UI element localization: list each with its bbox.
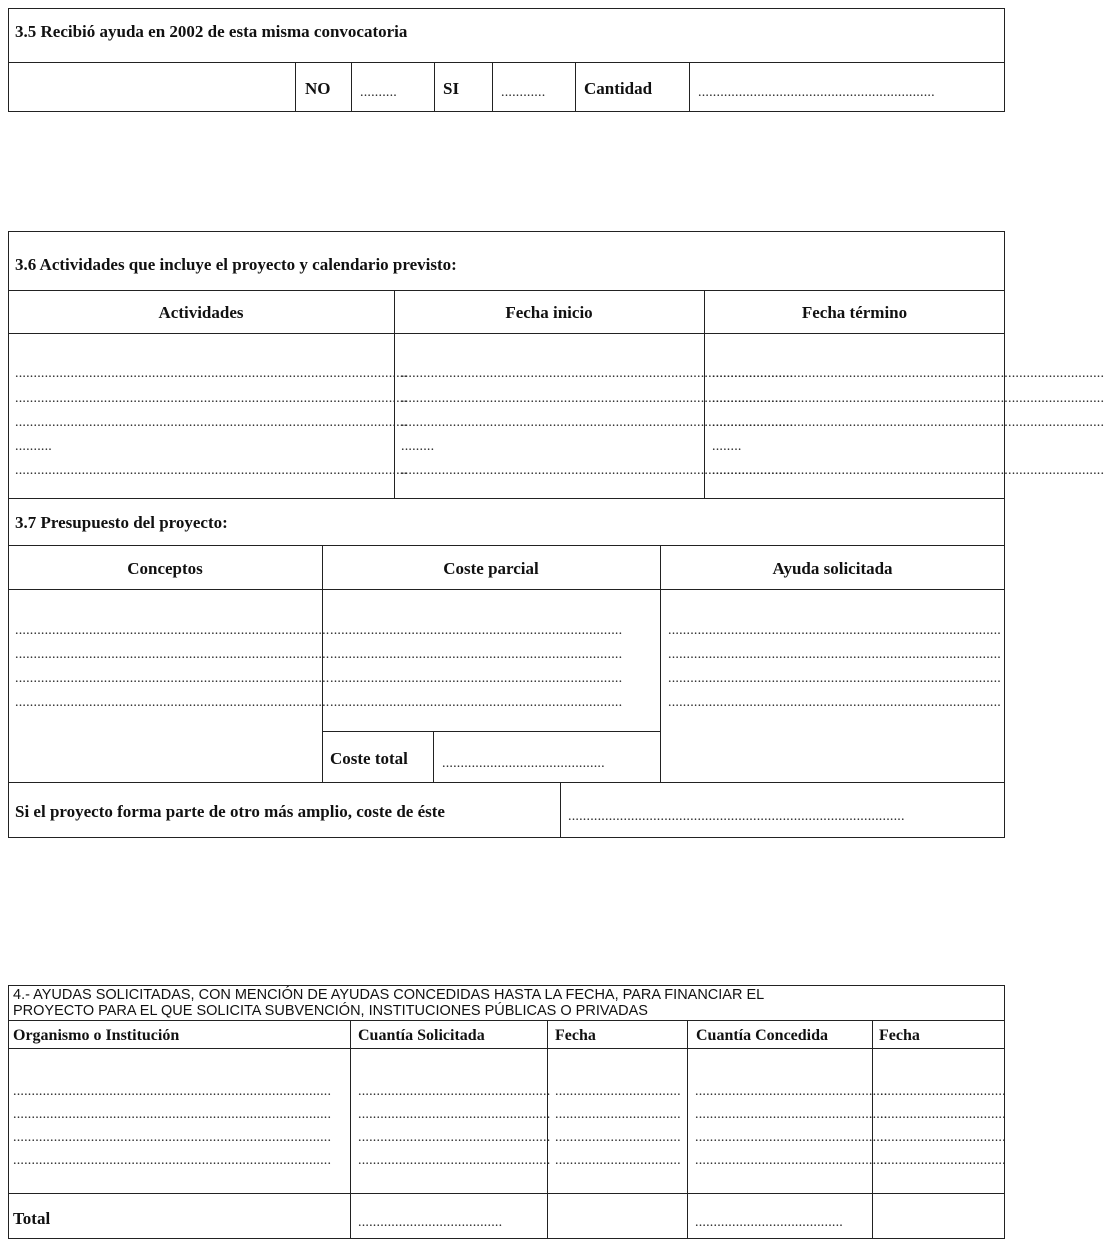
header-cuantia-concedida: Cuantía Concedida xyxy=(696,1027,829,1044)
divider xyxy=(660,545,661,782)
fecha-inicio-line[interactable]: ......... xyxy=(401,439,435,454)
proyecto-amplio-field[interactable]: ........................................................................................... xyxy=(568,809,905,824)
concepto-line[interactable]: ..................................................................................... xyxy=(15,623,330,638)
divider xyxy=(8,545,1005,546)
divider xyxy=(8,1193,1005,1194)
divider xyxy=(575,62,576,112)
fecha-termino-line[interactable]: .......................................................................................................... xyxy=(712,391,1104,406)
proyecto-amplio-label: Si el proyecto forma parte de otro más amplio, coste de éste xyxy=(15,802,445,821)
fecha-2-line[interactable]: .................................. xyxy=(880,1153,1006,1168)
section-3-6-title: 3.6 Actividades que incluye el proyecto y calendario previsto: xyxy=(15,255,457,274)
divider xyxy=(350,1020,351,1239)
section-3-6-3-7 xyxy=(8,231,1104,838)
si-field[interactable]: ............ xyxy=(501,85,546,100)
header-fecha-2: Fecha xyxy=(879,1027,920,1044)
cuantia-concedida-line[interactable]: .................................................... xyxy=(695,1107,888,1122)
ayuda-solicitada-line[interactable]: .......................................................................................... xyxy=(668,671,1001,686)
actividad-line[interactable]: .......... xyxy=(15,439,52,454)
divider xyxy=(351,62,352,112)
actividad-line[interactable]: .......................................................................................................... xyxy=(15,463,408,478)
fecha-1-line[interactable]: .................................. xyxy=(555,1107,681,1122)
section-4-title-line2: PROYECTO PARA EL QUE SOLICITA SUBVENCIÓN, INSTITUCIONES PÚBLICAS O PRIVADAS xyxy=(13,1003,648,1019)
coste-parcial-line[interactable]: ............................................................................... xyxy=(330,695,623,710)
si-label: SI xyxy=(443,79,460,98)
actividad-line[interactable]: .......................................................................................................... xyxy=(15,391,408,406)
cuantia-concedida-line[interactable]: .................................................... xyxy=(695,1153,888,1168)
header-cuantia-solicitada: Cuantía Solicitada xyxy=(358,1027,485,1044)
divider xyxy=(8,589,1005,590)
header-coste-parcial: Coste parcial xyxy=(443,559,539,578)
divider xyxy=(8,498,1005,499)
header-fecha-termino: Fecha término xyxy=(801,303,908,322)
section-4-title-line1: 4.- AYUDAS SOLICITADAS, CON MENCIÓN DE AYUDAS CONCEDIDAS HASTA LA FECHA, PARA FINANCIAR EL xyxy=(13,987,765,1003)
organismo-line[interactable]: ...................................................................................... xyxy=(13,1084,332,1099)
fecha-2-line[interactable]: .................................. xyxy=(880,1084,1006,1099)
fecha-inicio-line[interactable]: .......................................................................................................... xyxy=(401,415,794,430)
no-field[interactable]: .......... xyxy=(360,85,397,100)
fecha-inicio-line[interactable]: .......................................................................................................... xyxy=(401,463,794,478)
fecha-1-line[interactable]: .................................. xyxy=(555,1084,681,1099)
fecha-2-line[interactable]: .................................. xyxy=(880,1130,1006,1145)
organismo-line[interactable]: ...................................................................................... xyxy=(13,1153,332,1168)
coste-parcial-line[interactable]: ............................................................................... xyxy=(330,647,623,662)
divider xyxy=(8,290,1005,291)
no-label: NO xyxy=(305,79,331,98)
organismo-line[interactable]: ...................................................................................... xyxy=(13,1130,332,1145)
divider xyxy=(8,333,1005,334)
cuantia-solicitada-line[interactable]: .................................................... xyxy=(358,1107,551,1122)
ayuda-solicitada-line[interactable]: .......................................................................................... xyxy=(668,623,1001,638)
cuantia-solicitada-line[interactable]: .................................................... xyxy=(358,1084,551,1099)
header-actividades: Actividades xyxy=(158,303,244,322)
total-solicitada-field[interactable]: ....................................... xyxy=(358,1215,503,1230)
organismo-line[interactable]: ...................................................................................... xyxy=(13,1107,332,1122)
coste-parcial-line[interactable]: ............................................................................... xyxy=(330,623,623,638)
concepto-line[interactable]: ..................................................................................... xyxy=(15,647,330,662)
divider xyxy=(8,782,1005,783)
actividad-line[interactable]: .......................................................................................................... xyxy=(15,415,408,430)
divider xyxy=(295,62,296,112)
divider xyxy=(492,62,493,112)
concepto-line[interactable]: ..................................................................................... xyxy=(15,671,330,686)
coste-total-field[interactable]: ............................................ xyxy=(442,756,605,771)
cantidad-field[interactable]: ................................................................ xyxy=(698,85,935,100)
header-fecha-inicio: Fecha inicio xyxy=(505,303,593,322)
header-fecha-1: Fecha xyxy=(555,1027,596,1044)
fecha-1-line[interactable]: .................................. xyxy=(555,1130,681,1145)
header-ayuda-solicitada: Ayuda solicitada xyxy=(772,559,893,578)
divider xyxy=(560,782,561,838)
cantidad-label: Cantidad xyxy=(584,79,653,98)
fecha-1-line[interactable]: .................................. xyxy=(555,1153,681,1168)
divider xyxy=(434,62,435,112)
section-3-5-divider xyxy=(8,62,1005,63)
concepto-line[interactable]: ..................................................................................... xyxy=(15,695,330,710)
header-organismo: Organismo o Institución xyxy=(13,1027,180,1044)
coste-total-label: Coste total xyxy=(330,749,408,768)
divider xyxy=(687,1020,688,1239)
header-conceptos: Conceptos xyxy=(127,559,203,578)
cuantia-concedida-line[interactable]: .................................................... xyxy=(695,1084,888,1099)
cuantia-solicitada-line[interactable]: .................................................... xyxy=(358,1130,551,1145)
fecha-termino-line[interactable]: .......................................................................................................... xyxy=(712,463,1104,478)
divider xyxy=(8,1048,1005,1049)
total-label: Total xyxy=(13,1209,51,1228)
fecha-inicio-line[interactable]: .......................................................................................................... xyxy=(401,366,794,381)
fecha-termino-line[interactable]: .......................................................................................................... xyxy=(712,415,1104,430)
fecha-inicio-line[interactable]: .......................................................................................................... xyxy=(401,391,794,406)
divider xyxy=(322,545,323,782)
cuantia-solicitada-line[interactable]: .................................................... xyxy=(358,1153,551,1168)
total-concedida-field[interactable]: ........................................ xyxy=(695,1215,843,1230)
divider xyxy=(689,62,690,112)
divider xyxy=(433,731,434,782)
section-3-7-title: 3.7 Presupuesto del proyecto: xyxy=(15,513,228,532)
cuantia-concedida-line[interactable]: .................................................... xyxy=(695,1130,888,1145)
fecha-termino-line[interactable]: .......................................................................................................... xyxy=(712,366,1104,381)
fecha-termino-line[interactable]: ........ xyxy=(712,439,742,454)
ayuda-solicitada-line[interactable]: .......................................................................................... xyxy=(668,647,1001,662)
coste-parcial-line[interactable]: ............................................................................... xyxy=(330,671,623,686)
actividad-line[interactable]: .......................................................................................................... xyxy=(15,366,408,381)
fecha-2-line[interactable]: .................................. xyxy=(880,1107,1006,1122)
divider xyxy=(322,731,660,732)
ayuda-solicitada-line[interactable]: .......................................................................................... xyxy=(668,695,1001,710)
divider xyxy=(8,1020,1005,1021)
section-3-5-title: 3.5 Recibió ayuda en 2002 de esta misma convocatoria xyxy=(15,22,408,41)
